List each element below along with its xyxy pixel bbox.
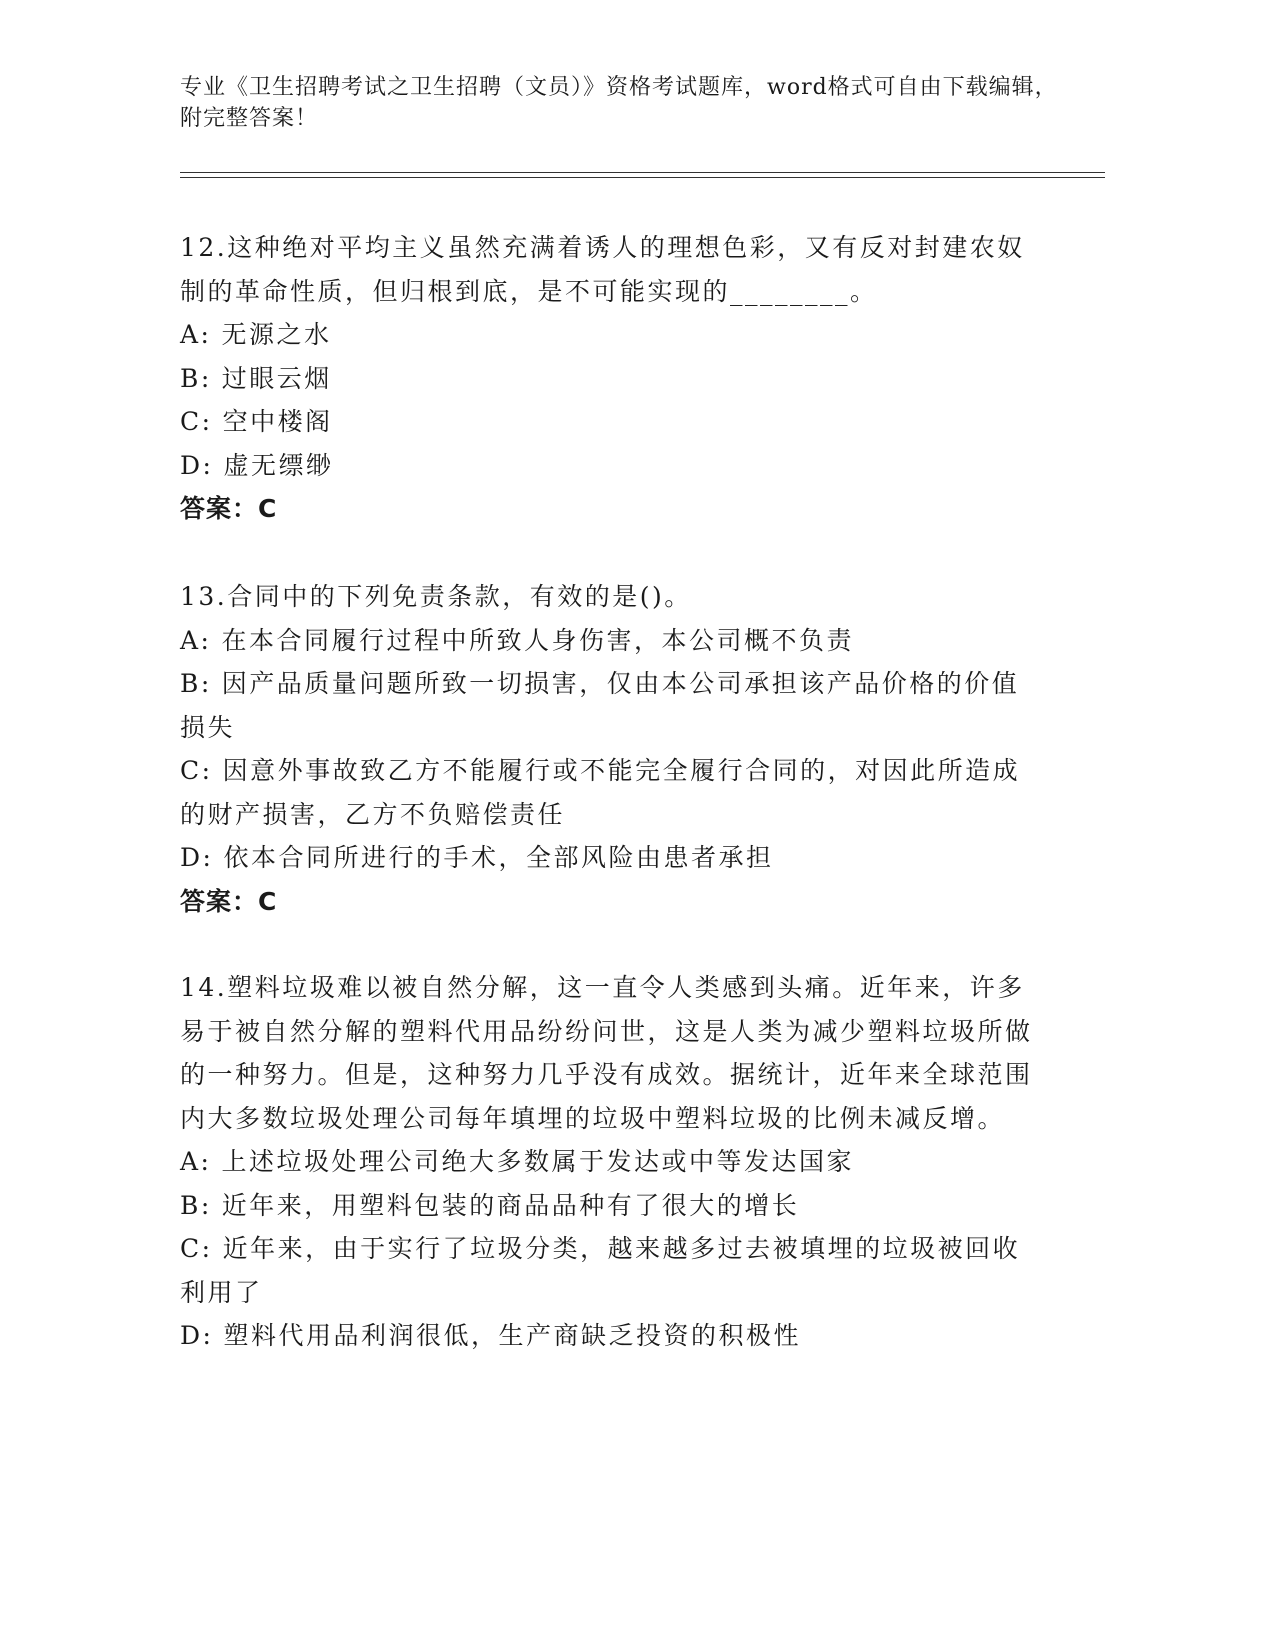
option-text: 上述垃圾处理公司绝大多数属于发达或中等发达国家 <box>221 1147 854 1176</box>
option-b <box>180 357 1040 401</box>
header-divider-top <box>180 172 1105 173</box>
option-text: 无源之水 <box>221 320 332 349</box>
option-d <box>180 836 1040 880</box>
option-a <box>180 619 1040 663</box>
option-label: B: <box>180 363 212 393</box>
option-b <box>180 1184 1040 1228</box>
option-label: D: <box>180 843 214 872</box>
answer-line: 答案：C <box>180 494 278 523</box>
option-label: A: <box>180 1147 212 1176</box>
option-d <box>180 1314 1040 1358</box>
option-c <box>180 749 1040 836</box>
option-text: 依本合同所进行的手术，全部风险由患者承担 <box>223 843 774 872</box>
option-text: 因意外事故致乙方不能履行或不能完全履行合同的，对因此所造成的财产损害，乙方不负赔偿责任 <box>180 756 1021 829</box>
option-label: D: <box>180 1321 214 1350</box>
option-label: B: <box>180 1190 212 1220</box>
option-text: 近年来，用塑料包装的商品品种有了很大的增长 <box>221 1190 800 1220</box>
question-14 <box>180 966 1040 1358</box>
question-stem: 12.这种绝对平均主义虽然充满着诱人的理想色彩，又有反对封建农奴制的革命性质，但归根到底，是不可能实现的________。 <box>180 233 1025 306</box>
answer-line: 答案：C <box>180 886 278 916</box>
option-text: 虚无缥缈 <box>223 450 334 480</box>
option-d <box>180 444 1040 488</box>
option-label: C: <box>180 756 213 785</box>
option-label: C: <box>180 407 213 436</box>
option-label: A: <box>180 625 212 655</box>
option-c <box>180 400 1040 444</box>
option-label: C: <box>180 1234 213 1263</box>
option-text: 空中楼阁 <box>222 407 333 436</box>
option-text: 因产品质量问题所致一切损害，仅由本公司承担该产品价格的价值损失 <box>180 669 1020 742</box>
option-a <box>180 1140 1040 1184</box>
question-12 <box>180 226 1040 531</box>
document-header: 专业《卫生招聘考试之卫生招聘（文员）》资格考试题库，word格式可自由下载编辑，附完整答案！ <box>180 75 1058 131</box>
question-13 <box>180 575 1040 923</box>
option-label: B: <box>180 669 212 698</box>
question-stem: 14.塑料垃圾难以被自然分解，这一直令人类感到头痛。近年来，许多易于被自然分解的塑料代用品纷纷问世，这是人类为减少塑料垃圾所做的一种努力。但是，这种努力几乎没有成效。据统计，近年来全球范围内大多数垃圾处理公司每年填埋的垃圾中塑料垃圾的比例未减反增。 <box>180 973 1033 1133</box>
option-b <box>180 662 1040 749</box>
option-text: 塑料代用品利润很低，生产商缺乏投资的积极性 <box>223 1321 801 1350</box>
question-stem: 13.合同中的下列免责条款，有效的是()。 <box>180 582 692 611</box>
option-text: 在本合同履行过程中所致人身伤害，本公司概不负责 <box>221 625 854 655</box>
option-a <box>180 313 1040 357</box>
option-label: D: <box>180 450 214 480</box>
option-text: 近年来，由于实行了垃圾分类，越来越多过去被填埋的垃圾被回收利用了 <box>180 1234 1021 1307</box>
option-text: 过眼云烟 <box>221 363 332 393</box>
header-divider-bottom <box>180 177 1105 178</box>
option-label: A: <box>180 320 212 349</box>
option-c <box>180 1227 1040 1314</box>
